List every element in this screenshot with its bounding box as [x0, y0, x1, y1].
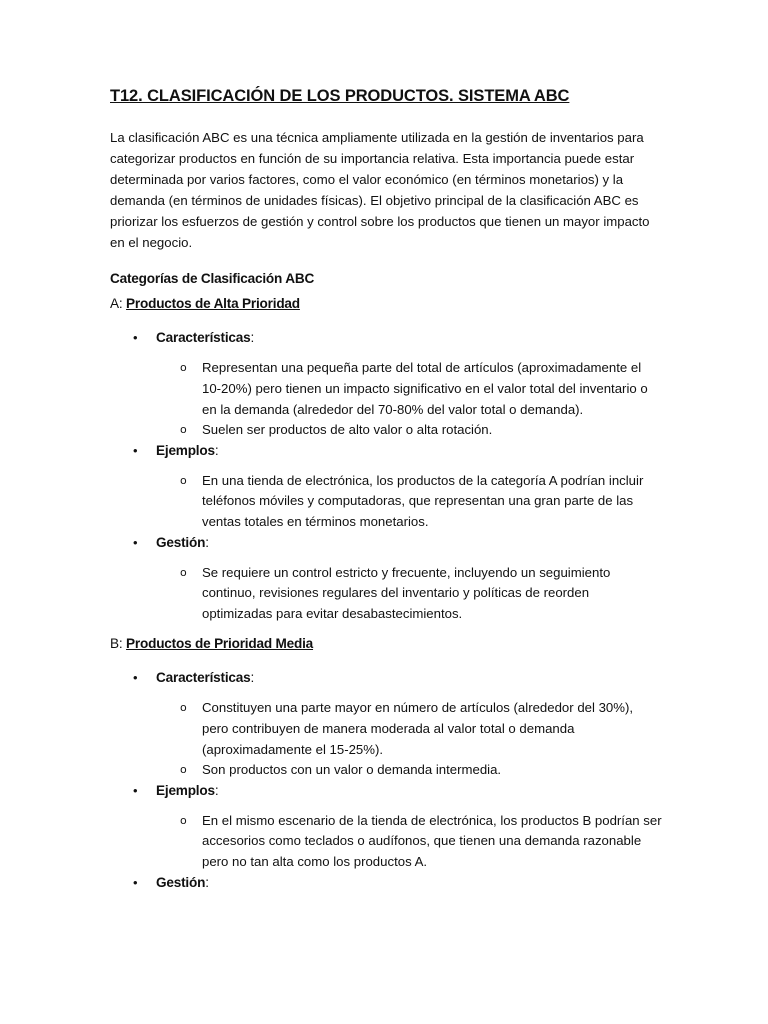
bullet-icon: • — [133, 330, 138, 346]
category-a-name: Productos de Alta Prioridad — [126, 296, 300, 312]
bullet-label — [156, 533, 662, 553]
sub-list-item — [156, 420, 662, 441]
sub-list-item — [156, 760, 662, 781]
sub-item-text: Se requiere un control estricto y frecuente, incluyendo un seguimiento continuo, revisiones regulares del inventario y políticas de reorden optimizadas para evitar desabastecimientos. — [202, 564, 611, 621]
intro-paragraph: La clasificación ABC es una técnica ampliamente utilizada en la gestión de inventarios para categorizar productos en función de su importancia relativa. Esta importancia puede estar determinada por varios factores, como el valor económico (en términos monetarios) y la demanda (en términos de unidades físicas). El objetivo principal de la clasificación ABC es priorizar los esfuerzos de gestión y control sobre los productos que tienen un mayor impacto en el negocio. — [110, 130, 650, 250]
bullet-label-text: Características — [156, 330, 251, 346]
bullet-icon: • — [133, 874, 138, 890]
bullet-label-colon: : — [214, 782, 219, 798]
category-b-list — [110, 668, 662, 892]
document-page — [110, 86, 662, 893]
bullet-label-colon: : — [205, 534, 209, 550]
category-b-heading — [110, 634, 662, 654]
sub-list — [156, 358, 662, 440]
list-item — [110, 668, 662, 780]
sub-list-item — [156, 698, 662, 760]
circle-bullet-icon: o — [180, 361, 187, 375]
circle-bullet-icon: o — [180, 473, 187, 487]
sub-list — [156, 811, 662, 873]
sub-list-item — [156, 358, 662, 420]
sub-list — [156, 563, 662, 625]
bullet-icon: • — [133, 782, 138, 798]
bullet-label-colon: : — [250, 670, 255, 686]
sub-list-item — [156, 471, 662, 533]
category-b-name: Productos de Prioridad Media — [126, 636, 314, 652]
circle-bullet-icon: o — [180, 763, 187, 777]
list-item — [110, 441, 662, 533]
list-item — [110, 328, 662, 440]
bullet-label — [156, 441, 662, 461]
category-a-list — [110, 328, 662, 624]
list-item — [110, 781, 662, 873]
bullet-label — [156, 873, 662, 893]
list-item — [110, 873, 662, 893]
sub-list — [156, 698, 662, 780]
bullet-label — [156, 668, 662, 688]
circle-bullet-icon: o — [180, 565, 187, 579]
circle-bullet-icon: o — [180, 423, 187, 437]
bullet-label-text: Características — [156, 670, 251, 686]
bullet-label — [156, 781, 662, 801]
bullet-label — [156, 328, 662, 348]
sub-list — [156, 471, 662, 533]
bullet-icon: • — [133, 442, 138, 458]
bullet-label-text: Ejemplos — [156, 782, 215, 798]
bullet-label-text: Gestión — [156, 874, 206, 890]
category-a-letter: A: — [110, 296, 123, 312]
bullet-label-text: Ejemplos — [156, 442, 215, 458]
document-title: T12. CLASIFICACIÓN DE LOS PRODUCTOS. SISTEMA ABC — [110, 87, 570, 105]
sub-item-text: Son productos con un valor o demanda intermedia. — [202, 762, 502, 778]
sub-item-text: Suelen ser productos de alto valor o alta rotación. — [202, 422, 493, 438]
category-b-letter: B: — [110, 636, 123, 652]
sub-item-text: En el mismo escenario de la tienda de electrónica, los productos B podrían ser accesorios como teclados o audífonos, que tienen una demanda razonable pero no tan alta como los productos A. — [202, 812, 662, 869]
sub-list-item — [156, 811, 662, 873]
sub-item-text: Constituyen una parte mayor en número de artículos (alrededor del 30%), pero contribuyen de manera moderada al valor total o demanda (aproximadamente el 15-25%). — [202, 700, 634, 757]
sub-item-text: Representan una pequeña parte del total de artículos (aproximadamente el 10-20%) pero tienen un impacto significativo en el valor total del inventario o en la demanda (alrededor del 70-80% del valor total o demanda). — [202, 360, 648, 417]
section-title: Categorías de Clasificación ABC — [110, 271, 315, 287]
circle-bullet-icon: o — [180, 701, 187, 715]
circle-bullet-icon: o — [180, 813, 187, 827]
sub-item-text: En una tienda de electrónica, los productos de la categoría A podrían incluir teléfonos móviles y computadoras, que representan una gran parte de las ventas totales en términos monetarios. — [202, 472, 644, 529]
bullet-icon: • — [133, 534, 138, 550]
bullet-label-colon: : — [205, 874, 209, 890]
bullet-label-text: Gestión — [156, 534, 206, 550]
bullet-icon: • — [133, 670, 138, 686]
category-a-heading — [110, 294, 662, 314]
bullet-label-colon: : — [214, 442, 219, 458]
sub-list-item — [156, 563, 662, 625]
list-item — [110, 533, 662, 625]
bullet-label-colon: : — [250, 330, 255, 346]
